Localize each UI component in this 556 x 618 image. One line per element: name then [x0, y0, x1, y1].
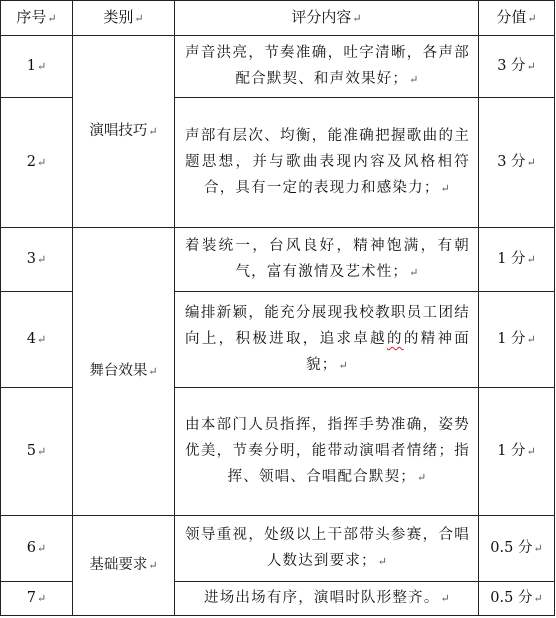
header-row [1, 1, 555, 36]
content-cell: 声部有层次、均衡，能准确把握歌曲的主题思想，并与歌曲表现内容及风格相符合，具有一定的表现力和感染力；↵ [175, 98, 479, 228]
header-category: 类别↵ [73, 1, 175, 36]
table-row [1, 228, 555, 292]
score-cell: 3 分↵ [479, 36, 555, 98]
category-cell-basic: 基础要求↵ [73, 516, 175, 616]
score-cell: 1 分↵ [479, 388, 555, 516]
content-cell: 领导重视，处级以上干部带头参赛，合唱人数达到要求；↵ [175, 516, 479, 582]
score-cell: 3 分↵ [479, 98, 555, 228]
content-cell: 由本部门人员指挥，指挥手势准确，姿势优美，节奏分明，能带动演唱者情绪；指挥、领唱、合唱配合默契；↵ [175, 388, 479, 516]
content-cell: 编排新颖，能充分展现我校教职员工团结向上，积极进取，追求卓越的的精神面貌；↵ [175, 292, 479, 388]
score-cell: 0.5 分↵ [479, 582, 555, 616]
score-cell: 0.5 分↵ [479, 516, 555, 582]
header-content: 评分内容↵ [175, 1, 479, 36]
score-cell: 1 分↵ [479, 292, 555, 388]
seq-cell: 7↵ [1, 582, 73, 616]
header-score: 分值↵ [479, 1, 555, 36]
table-row [1, 516, 555, 582]
category-cell-singing: 演唱技巧↵ [73, 36, 175, 228]
category-cell-stage: 舞台效果↵ [73, 228, 175, 516]
seq-cell: 5↵ [1, 388, 73, 516]
seq-cell: 3↵ [1, 228, 73, 292]
seq-cell: 2↵ [1, 98, 73, 228]
seq-cell: 4↵ [1, 292, 73, 388]
score-cell: 1 分↵ [479, 228, 555, 292]
header-seq: 序号↵ [1, 1, 73, 36]
table-row [1, 36, 555, 98]
seq-cell: 6↵ [1, 516, 73, 582]
seq-cell: 1↵ [1, 36, 73, 98]
content-cell: 声音洪亮，节奏准确，吐字清晰，各声部配合默契、和声效果好；↵ [175, 36, 479, 98]
content-cell: 着装统一，台风良好，精神饱满，有朝气，富有激情及艺术性；↵ [175, 228, 479, 292]
spellcheck-duplicate-word: 的 [386, 331, 404, 347]
content-cell: 进场出场有序，演唱时队形整齐。↵ [175, 582, 479, 616]
